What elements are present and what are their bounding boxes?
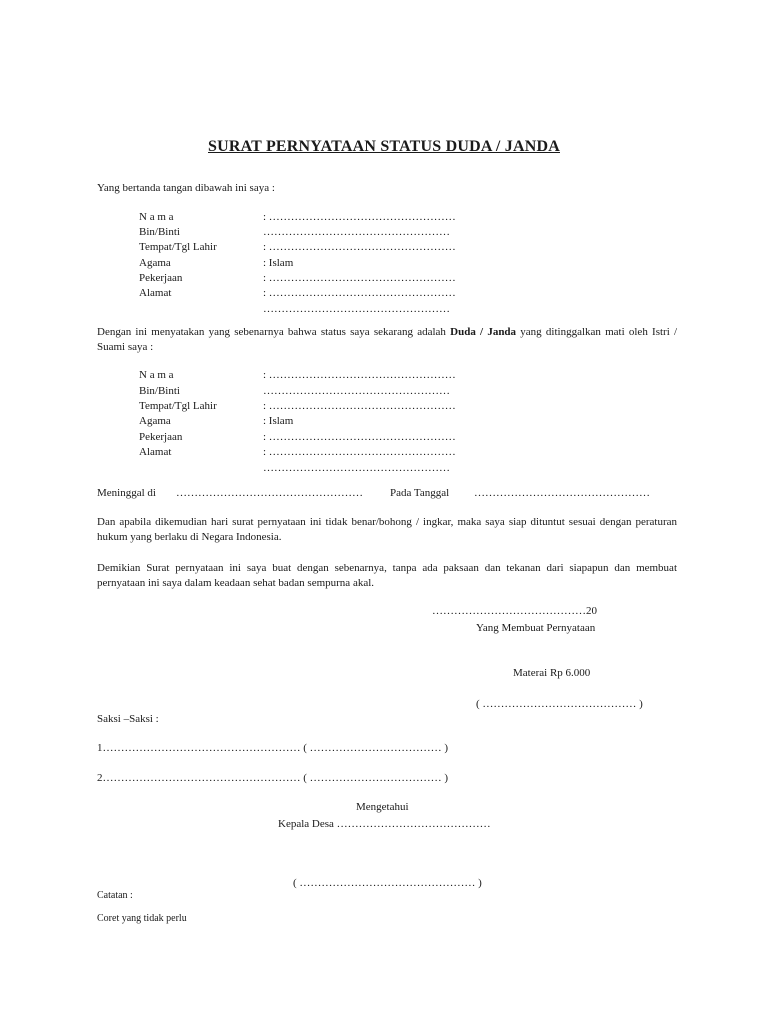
witness-title: Saksi –Saksi : bbox=[97, 713, 159, 725]
form2-value-birth: : …………………………………………… bbox=[263, 400, 456, 412]
note-title: Catatan : bbox=[97, 890, 133, 901]
statement-status: Duda / Janda bbox=[450, 326, 517, 338]
status-statement bbox=[97, 325, 677, 355]
maker-label: Yang Membuat Pernyataan bbox=[476, 622, 596, 634]
form2-value-address: : …………………………………………… bbox=[263, 446, 456, 458]
death-date-dots: ………………………………………… bbox=[474, 487, 650, 499]
maker-signature-line: ( …………………………………… ) bbox=[476, 698, 643, 710]
form1-label-religion: Agama bbox=[139, 257, 171, 269]
form1-value-address-2: …………………………………………… bbox=[263, 303, 450, 315]
closing-paragraph: Demikian Surat pernyataan ini saya buat dengan sebenarnya, tanpa ada paksaan dan tekanan dari siapapun dan membuat pernyataan ini saya dalam keadaan sehat badan sempurna akal. bbox=[97, 562, 677, 589]
form1-value-religion: : Islam bbox=[263, 257, 294, 269]
statement-before: Dengan ini menyatakan yang sebenarnya bahwa status saya sekarang adalah bbox=[97, 326, 446, 338]
form1-value-address: : …………………………………………… bbox=[263, 287, 456, 299]
materai-label: Materai Rp 6.000 bbox=[513, 667, 591, 679]
form2-value-religion: : Islam bbox=[263, 415, 294, 427]
form2-label-religion: Agama bbox=[139, 415, 171, 427]
death-place-label: Meninggal di bbox=[97, 487, 156, 499]
form1-label-name: N a m a bbox=[139, 211, 174, 223]
form2-label-address: Alamat bbox=[139, 446, 172, 458]
form2-value-name: : …………………………………………… bbox=[263, 369, 456, 381]
form2-value-address-2: …………………………………………… bbox=[263, 462, 450, 474]
acknowledge-label: Mengetahui bbox=[356, 801, 409, 813]
document-title: SURAT PERNYATAAN STATUS DUDA / JANDA bbox=[208, 138, 560, 155]
date-line: ……………………………………20 bbox=[432, 605, 597, 617]
intro-text: Yang bertanda tangan dibawah ini saya : bbox=[97, 182, 275, 194]
form1-label-job: Pekerjaan bbox=[139, 272, 183, 284]
form2-label-bin: Bin/Binti bbox=[139, 385, 180, 397]
form2-label-job: Pekerjaan bbox=[139, 431, 183, 443]
form1-value-birth: : …………………………………………… bbox=[263, 241, 456, 253]
death-place-dots: …………………………………………… bbox=[176, 487, 363, 499]
witness-line-2: 2……………………………………………… ( ……………………………… ) bbox=[97, 772, 449, 784]
note-text: Coret yang tidak perlu bbox=[97, 913, 187, 924]
form1-label-bin: Bin/Binti bbox=[139, 226, 180, 238]
form1-value-bin: …………………………………………… bbox=[263, 226, 450, 238]
form2-value-bin: …………………………………………… bbox=[263, 385, 450, 397]
consequence-paragraph: Dan apabila dikemudian hari surat pernyataan ini tidak benar/bohong / ingkar, maka saya siap dituntut sesuai dengan peraturan hukum yang berlaku di Negara Indonesia. bbox=[97, 516, 677, 543]
village-head-signature-line: ( ………………………………………… ) bbox=[293, 877, 482, 889]
form1-value-job: : …………………………………………… bbox=[263, 272, 456, 284]
form1-label-birth: Tempat/Tgl Lahir bbox=[139, 241, 217, 253]
witness-line-1: 1……………………………………………… ( ……………………………… ) bbox=[97, 742, 449, 754]
form1-label-address: Alamat bbox=[139, 287, 172, 299]
form2-label-birth: Tempat/Tgl Lahir bbox=[139, 400, 217, 412]
village-head-label: Kepala Desa …………………………………… bbox=[278, 818, 491, 830]
statement-after: yang ditinggalkan mati oleh Istri / Suami saya : bbox=[97, 326, 678, 353]
form2-value-job: : …………………………………………… bbox=[263, 431, 456, 443]
form2-label-name: N a m a bbox=[139, 369, 174, 381]
death-date-label: Pada Tanggal bbox=[390, 487, 450, 499]
form1-value-name: : …………………………………………… bbox=[263, 211, 456, 223]
